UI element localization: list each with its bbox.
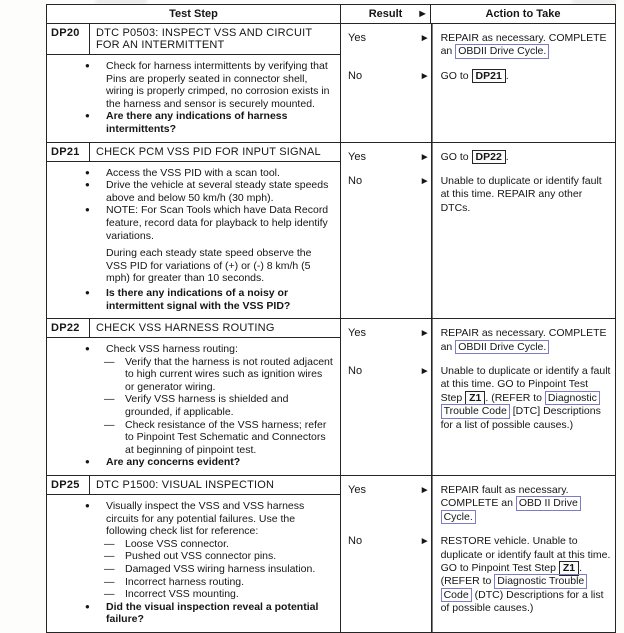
- instruction-subitem-text: Incorrect VSS mounting.: [125, 588, 239, 601]
- action-text-segment: (DTC) Descriptions for a list of possible causes.): [440, 588, 604, 615]
- link-reference[interactable]: OBDII Drive Cycle.: [455, 340, 549, 355]
- step-id: DP20: [47, 24, 90, 54]
- result-cell: [341, 327, 433, 340]
- action-text: [433, 32, 615, 59]
- instruction-item: [47, 179, 338, 204]
- result-action-pair: [341, 484, 615, 524]
- instruction-item: [47, 167, 338, 180]
- step-title: CHECK VSS HARNESS ROUTING: [96, 322, 275, 335]
- instruction-text: Access the VSS PID with a scan tool.: [106, 166, 280, 179]
- link-reference[interactable]: OBD II Drive Cycle.: [441, 496, 581, 524]
- step-title-row: [47, 24, 340, 55]
- instruction-text: Visually inspect the VSS and VSS harness circuits for any potential failures. Use the following check list for reference:: [106, 500, 305, 538]
- bullet-icon: ●: [85, 111, 90, 121]
- link-reference[interactable]: Diagnostic Trouble Code: [441, 574, 588, 602]
- action-text-segment: . (REFER to: [440, 562, 583, 588]
- table-header-row: [47, 5, 615, 23]
- result-label: No: [348, 69, 363, 82]
- instruction-item: [47, 601, 338, 626]
- column-header-result-label: Result: [368, 8, 403, 20]
- instruction-subitem-text: Verify that the harness is not routed adjacent to high current wires such as ignition wires or generator wiring.: [125, 355, 333, 393]
- instruction-item: [47, 204, 338, 242]
- test-step-cell: [47, 319, 341, 475]
- result-arrow-icon: ►: [419, 485, 430, 497]
- step-id: DP21: [47, 143, 90, 161]
- action-text: [433, 70, 615, 83]
- instruction-subitem-text: Pushed out VSS connector pins.: [125, 550, 277, 563]
- result-action-cell: [341, 319, 615, 475]
- action-text-segment: REPAIR as necessary. COMPLETE an: [440, 327, 607, 353]
- dash-icon: —: [104, 393, 115, 406]
- instruction-subitem-text: Loose VSS connector.: [125, 537, 229, 550]
- result-arrow-icon: ►: [419, 151, 430, 163]
- action-text-segment: Unable to duplicate or identify fault at this time. REPAIR any other DTCs.: [440, 174, 602, 214]
- test-step-cell: [47, 143, 341, 319]
- instruction-subitem: [47, 550, 338, 563]
- scan-artifact: [95, 0, 147, 3]
- step-reference[interactable]: Z1: [465, 391, 485, 406]
- result-label: Yes: [348, 484, 366, 497]
- column-header-test-step: Test Step: [47, 5, 341, 23]
- instruction-text: Drive the vehicle at several steady state speeds above and below 50 km/h (30 mph).: [106, 179, 329, 204]
- result-arrow-icon: ►: [419, 365, 430, 377]
- scan-artifact: [572, 0, 616, 3]
- bullet-icon: ●: [85, 167, 90, 177]
- action-text-segment: .: [505, 69, 509, 82]
- action-text-segment: . (REFER to: [485, 391, 545, 404]
- step-reference[interactable]: DP22: [472, 150, 506, 165]
- result-action-pair: [341, 175, 615, 215]
- result-arrow-icon: ►: [419, 175, 430, 187]
- bullet-icon: ●: [85, 287, 90, 297]
- test-step-block-dp21: [47, 142, 615, 319]
- result-action-cell: [341, 476, 615, 632]
- result-arrow-icon: ►: [419, 70, 430, 82]
- result-label: Yes: [348, 32, 366, 44]
- dash-icon: —: [104, 588, 115, 601]
- result-cell: [341, 535, 433, 548]
- instruction-text: Are there any indications of harness intermittents?: [106, 110, 288, 135]
- instruction-item: [47, 343, 338, 356]
- action-text: [433, 151, 615, 164]
- result-cell: [341, 365, 433, 378]
- step-title-row: [47, 319, 340, 338]
- instruction-item: [47, 456, 338, 469]
- instruction-subitem: [47, 356, 338, 394]
- instruction-item: [47, 110, 338, 135]
- instruction-item: [47, 500, 338, 538]
- result-arrow-icon: ►: [419, 328, 430, 340]
- bullet-icon: ●: [85, 501, 90, 511]
- test-step-cell: [47, 24, 341, 142]
- action-text-segment: .: [505, 150, 509, 163]
- instruction-item: [47, 60, 338, 110]
- step-reference[interactable]: Z1: [559, 561, 579, 576]
- dash-icon: —: [104, 575, 115, 588]
- result-action-pair: [341, 365, 615, 432]
- dash-icon: —: [104, 550, 115, 563]
- link-reference[interactable]: Diagnostic Trouble Code: [441, 391, 600, 419]
- result-action-cell: [341, 143, 615, 319]
- action-text-segment: Unable to duplicate or identify a fault at this time. GO to Pinpoint Test Step: [440, 364, 611, 404]
- result-cell: [341, 484, 433, 497]
- result-label: Yes: [348, 150, 366, 163]
- action-text-segment: GO to: [440, 150, 472, 163]
- step-title: CHECK PCM VSS PID FOR INPUT SIGNAL: [96, 145, 321, 158]
- step-instructions: [47, 55, 340, 142]
- result-cell: [341, 151, 433, 164]
- result-label: Yes: [348, 327, 366, 340]
- result-arrow-icon: ►: [419, 33, 430, 44]
- result-action-pair: [341, 32, 615, 59]
- result-arrow-icon: ►: [419, 536, 430, 548]
- column-header-result: [341, 5, 431, 23]
- action-text-segment: REPAIR as necessary. COMPLETE an: [440, 32, 607, 58]
- instruction-item: [47, 287, 338, 312]
- result-cell: [341, 70, 433, 83]
- instruction-text: Check VSS harness routing:: [106, 343, 238, 356]
- dash-icon: —: [104, 563, 115, 575]
- result-action-cell: [341, 24, 615, 142]
- instruction-text: Check for harness intermittents by verifying that Pins are properly seated in connector shell, wiring is properly crimped, no corrosion exists in the harness and sensor is securely mounted.: [106, 60, 330, 110]
- instruction-text: Is there any indications of a noisy or intermittent signal with the VSS PID?: [106, 286, 291, 312]
- step-reference[interactable]: DP21: [472, 69, 506, 84]
- action-text: [433, 175, 615, 215]
- test-step-cell: [47, 476, 341, 632]
- step-instructions: [47, 162, 340, 319]
- result-arrow-icon: ►: [417, 7, 428, 20]
- instruction-subitem: [47, 393, 338, 418]
- action-text-segment: [DTC] Descriptions for a list of possible causes.): [440, 405, 601, 431]
- step-title-row: [47, 143, 340, 162]
- action-text: [433, 484, 615, 524]
- step-instructions: [47, 495, 340, 632]
- result-action-pair: [341, 535, 615, 615]
- dash-icon: —: [104, 418, 115, 431]
- result-action-pair: [341, 327, 615, 354]
- column-header-action-to-take: Action to Take: [485, 8, 561, 20]
- action-text-segment: RESTORE vehicle. Unable to duplicate or identify fault at this time. GO to Pinpoint Test Step: [440, 535, 611, 575]
- pinpoint-test-table: [46, 4, 616, 633]
- result-action-pair: [341, 151, 615, 164]
- instruction-subitem-text: Verify VSS harness is shielded and grounded, if applicable.: [125, 393, 289, 419]
- action-text-segment: GO to: [440, 69, 472, 82]
- instruction-subitem: [47, 538, 338, 551]
- link-reference[interactable]: OBDII Drive Cycle.: [455, 44, 549, 59]
- step-instructions: [47, 338, 340, 475]
- instruction-subitem: [47, 563, 338, 576]
- instruction-subitem: [47, 576, 338, 589]
- dash-icon: —: [104, 537, 115, 550]
- bullet-icon: ●: [85, 344, 90, 354]
- step-id: DP25: [47, 476, 90, 494]
- test-step-blocks: [47, 23, 615, 632]
- bullet-icon: ●: [85, 180, 90, 190]
- action-text: [433, 535, 615, 615]
- instruction-text: Did the visual inspection reveal a potential failure?: [106, 600, 319, 626]
- test-step-block-dp20: [47, 23, 615, 142]
- step-id: DP22: [47, 319, 90, 337]
- bullet-icon: ●: [85, 61, 90, 70]
- result-label: No: [348, 535, 363, 548]
- instruction-text: Are any concerns evident?: [106, 456, 241, 469]
- action-text: [433, 365, 615, 432]
- instruction-subitem-text: Incorrect harness routing.: [125, 575, 245, 588]
- bullet-icon: ●: [85, 601, 90, 611]
- result-cell: [341, 175, 433, 188]
- step-title: DTC P1500: VISUAL INSPECTION: [96, 479, 275, 492]
- instruction-text: NOTE: For Scan Tools which have Data Record feature, record data for playback to help identify variations.: [106, 204, 329, 242]
- instruction-subitem-text: Damaged VSS wiring harness insulation.: [125, 563, 316, 575]
- instruction-subitem: [47, 588, 338, 601]
- result-label: No: [348, 174, 363, 187]
- bullet-icon: ●: [85, 457, 90, 467]
- dash-icon: —: [104, 355, 115, 368]
- action-text-segment: REPAIR fault as necessary. COMPLETE an: [440, 484, 569, 510]
- instruction-subitem: [47, 419, 338, 457]
- result-cell: [341, 32, 433, 45]
- test-step-block-dp22: [47, 318, 615, 475]
- instruction-paragraph: During each steady state speed observe the VSS PID for variations of (+) or (-) 8 km/h (5 mph) for greater than 10 seconds.: [106, 247, 312, 285]
- instruction-subitem-text: Check resistance of the VSS harness; refer to Pinpoint Test Schematic and Connectors at beginning of pinpoint test.: [125, 418, 327, 456]
- action-text: [433, 327, 615, 354]
- result-action-pair: [341, 70, 615, 83]
- step-title-row: [47, 476, 340, 495]
- result-label: No: [348, 364, 363, 377]
- bullet-icon: ●: [85, 205, 90, 215]
- step-title: DTC P0503: INSPECT VSS AND CIRCUIT FOR AN INTERMITTENT: [96, 27, 313, 51]
- test-step-block-dp25: [47, 475, 615, 632]
